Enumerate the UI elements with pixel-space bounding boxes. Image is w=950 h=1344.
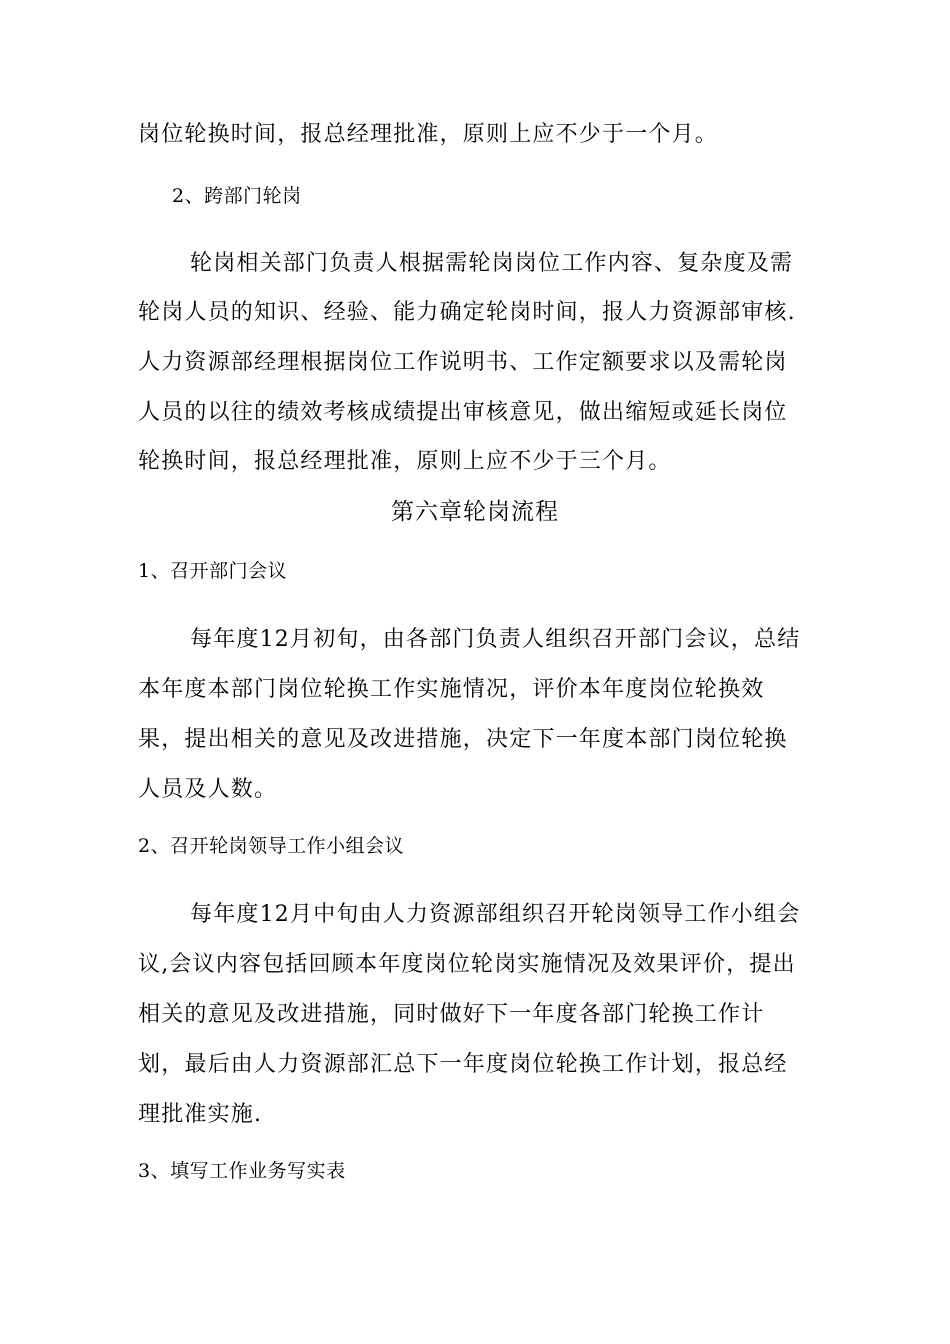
section-heading: 1、召开部门会议 bbox=[138, 560, 288, 582]
paragraph-line: 议,会议内容包括回顾本年度岗位轮岗实施情况及效果评价，提出 bbox=[138, 952, 796, 977]
paragraph-line: 岗位轮换时间，报总经理批准，原则上应不少于一个月。 bbox=[138, 122, 719, 147]
paragraph-line: 人员的以往的绩效考核成绩提出审核意见，做出缩短或延长岗位 bbox=[138, 400, 788, 425]
section-heading: 3、填写工作业务写实表 bbox=[138, 1160, 346, 1182]
paragraph-line: 人员及人数。 bbox=[138, 777, 278, 802]
section-heading: 2、跨部门轮岗 bbox=[172, 185, 302, 207]
paragraph-line: 果，提出相关的意见及改进措施，决定下一年度本部门岗位轮换 bbox=[138, 727, 788, 752]
paragraph-line: 划，最后由人力资源部汇总下一年度岗位轮换工作计划，报总经 bbox=[138, 1052, 788, 1077]
chapter-title: 第六章轮岗流程 bbox=[391, 499, 559, 525]
paragraph-line: 每年度12月初旬，由各部门负责人组织召开部门会议，总结 bbox=[190, 627, 801, 652]
section-heading: 2、召开轮岗领导工作小组会议 bbox=[138, 835, 405, 857]
paragraph-line: 本年度本部门岗位轮换工作实施情况，评价本年度岗位轮换效 bbox=[138, 677, 765, 702]
paragraph-line: 相关的意见及改进措施，同时做好下一年度各部门轮换工作计 bbox=[138, 1002, 765, 1027]
paragraph-line: 轮岗相关部门负责人根据需轮岗岗位工作内容、复杂度及需 bbox=[190, 251, 794, 276]
paragraph-line: 轮岗人员的知识、经验、能力确定轮岗时间，报人力资源部审核. bbox=[138, 300, 796, 325]
paragraph-line: 理批准实施. bbox=[138, 1102, 263, 1127]
paragraph-line: 轮换时间，报总经理批准，原则上应不少于三个月。 bbox=[138, 449, 672, 474]
paragraph-line: 每年度12月中旬由人力资源部组织召开轮岗领导工作小组会 bbox=[190, 902, 801, 927]
paragraph-line: 人力资源部经理根据岗位工作说明书、工作定额要求以及需轮岗 bbox=[138, 350, 788, 375]
